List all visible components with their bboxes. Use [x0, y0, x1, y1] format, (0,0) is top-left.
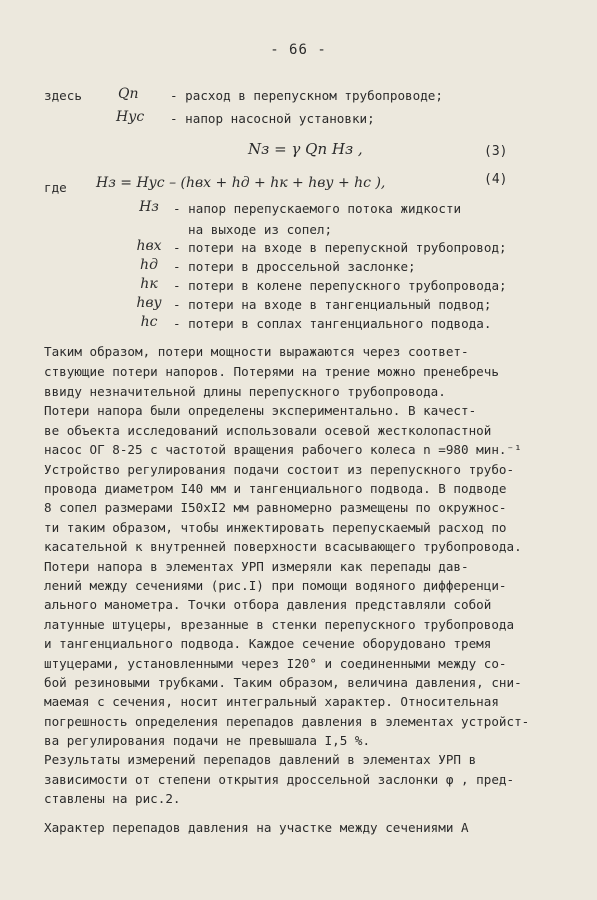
symbol-h-us: Нус: [116, 109, 145, 125]
def-symbol: hд: [140, 257, 158, 273]
body-line: Таким образом, потери мощности выражаются через соответ-: [44, 344, 469, 359]
def-description: - потери на входе в перепускной трубопровод;: [173, 240, 507, 255]
body-line: лений между сечениями (рис.I) при помощи водяного дифференци-: [44, 578, 507, 593]
def-description: - потери в дроссельной заслонке;: [173, 259, 416, 274]
word-gde: где: [44, 180, 67, 195]
body-line: штуцерами, установленными через I20° и соединенными между со-: [44, 656, 507, 671]
body-line: зависимости от степени открытия дроссельной заслонки φ , пред-: [44, 772, 515, 787]
body-line: касательной к внутренней поверхности всасывающего трубопровода.: [44, 539, 522, 554]
body-line: Характер перепадов давления на участке между сечениями А: [44, 820, 469, 835]
body-line: Устройство регулирования подачи состоит из перепускного трубо-: [44, 462, 515, 477]
def-description: - напор перепускаемого потока жидкости: [173, 201, 462, 216]
formula-head: Hз = Hус – (hвх + hд + hк + hву + hс ),: [96, 175, 386, 191]
body-line: провода диаметром I40 мм и тангенциального подвода. В подводе: [44, 481, 507, 496]
def-symbol: hк: [140, 276, 158, 292]
body-line: погрешность определения перепадов давления в элементах устройст-: [44, 714, 530, 729]
body-line: ти таким образом, чтобы инжектировать перепускаемый расход по: [44, 520, 507, 535]
def-description: на выходе из сопел;: [188, 222, 333, 237]
body-line: ствующие потери напоров. Потерями на трение можно пренебречь: [44, 364, 499, 379]
def-symbol: Hз: [139, 199, 159, 215]
def-description: - потери на входе в тангенциальный подвод;: [173, 297, 492, 312]
def-symbol: hс: [140, 314, 158, 330]
body-line: насос ОГ 8-25 с частотой вращения рабочего колеса n =980 мин.⁻¹: [44, 442, 522, 457]
body-line: и тангенциального подвода. Каждое сечение оборудовано тремя: [44, 636, 492, 651]
equation-number-4: (4): [484, 172, 508, 187]
word-zdes: здесь: [44, 88, 82, 103]
equation-number-3: (3): [484, 144, 508, 159]
def-symbol: hву: [136, 295, 162, 311]
formula-power: Nз = γ Qп Hз ,: [248, 140, 363, 158]
body-line: ального манометра. Точки отбора давления представляли собой: [44, 597, 492, 612]
body-line: Потери напора были определены экспериментально. В качест-: [44, 403, 477, 418]
page-number: - 66 -: [270, 42, 327, 58]
body-line: ва регулирования подачи не превышала I,5 %.: [44, 733, 371, 748]
body-line: ставлены на рис.2.: [44, 791, 181, 806]
body-line: ве объекта исследований использовали осевой жестколопастной: [44, 423, 492, 438]
symbol-h-us-description: - напор насосной установки;: [170, 111, 375, 126]
body-line: 8 сопел размерами I50xI2 мм равномерно размещены по окружнос-: [44, 500, 507, 515]
def-symbol: hвх: [136, 238, 162, 254]
symbol-q: Qп: [118, 86, 139, 102]
def-description: - потери в соплах тангенциального подвода.: [173, 316, 492, 331]
body-line: бой резиновыми трубками. Таким образом, величина давления, сни-: [44, 675, 522, 690]
body-line: Потери напора в элементах УРП измеряли как перепады дав-: [44, 559, 469, 574]
body-line: маемая с сечения, носит интегральный характер. Относительная: [44, 694, 499, 709]
body-line: ввиду незначительной длины перепускного трубопровода.: [44, 384, 446, 399]
body-line: Результаты измерений перепадов давлений в элементах УРП в: [44, 752, 477, 767]
symbol-q-description: - расход в перепускном трубопроводе;: [170, 88, 443, 103]
def-description: - потери в колене перепускного трубопровода;: [173, 278, 507, 293]
body-line: латунные штуцеры, врезанные в стенки перепускного трубопровода: [44, 617, 515, 632]
